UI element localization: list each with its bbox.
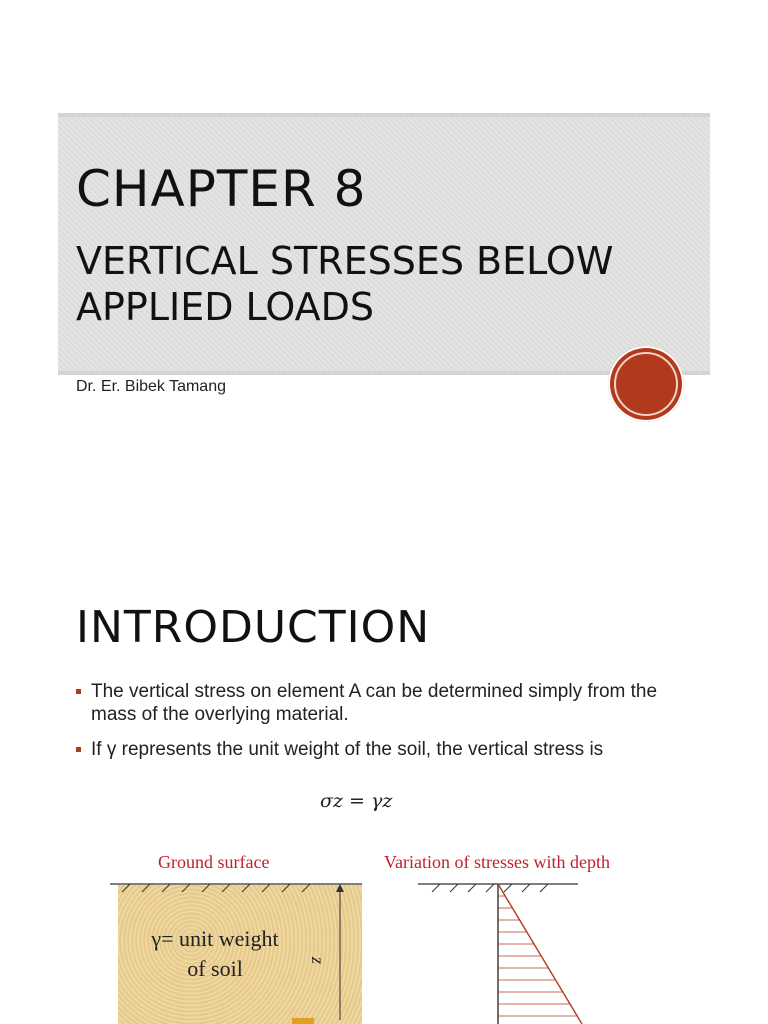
depth-arrow-head — [336, 884, 344, 892]
author-name: Dr. Er. Bibek Tamang — [76, 378, 226, 395]
ground-hatch-left — [122, 884, 310, 892]
bullet-text: The vertical stress on element A can be determined simply from the mass of the overlying material. — [91, 681, 658, 725]
bullet-text: If γ represents the unit weight of the soil, the vertical stress is — [91, 739, 604, 760]
chapter-title: CHAPTER 8 — [76, 160, 367, 218]
stress-diagram — [0, 520, 768, 1024]
stress-line — [498, 884, 582, 1024]
ground-surface-label: Ground surface — [158, 852, 270, 872]
soil-text-line2: of soil — [187, 956, 243, 981]
soil-text-line1: γ= unit weight — [151, 926, 279, 951]
ground-hatch-right — [432, 884, 548, 892]
depth-label: z — [308, 956, 329, 965]
stress-variation-label: Variation of stresses with depth — [384, 852, 610, 872]
decorative-badge-icon — [608, 346, 684, 422]
stress-formula: σz = γz — [320, 790, 393, 812]
stress-hatching — [498, 896, 577, 1016]
introduction-slide — [0, 520, 768, 1024]
chapter-subtitle: VERTICAL STRESSES BELOW APPLIED LOADS — [76, 239, 614, 329]
section-title: INTRODUCTION — [76, 602, 431, 653]
